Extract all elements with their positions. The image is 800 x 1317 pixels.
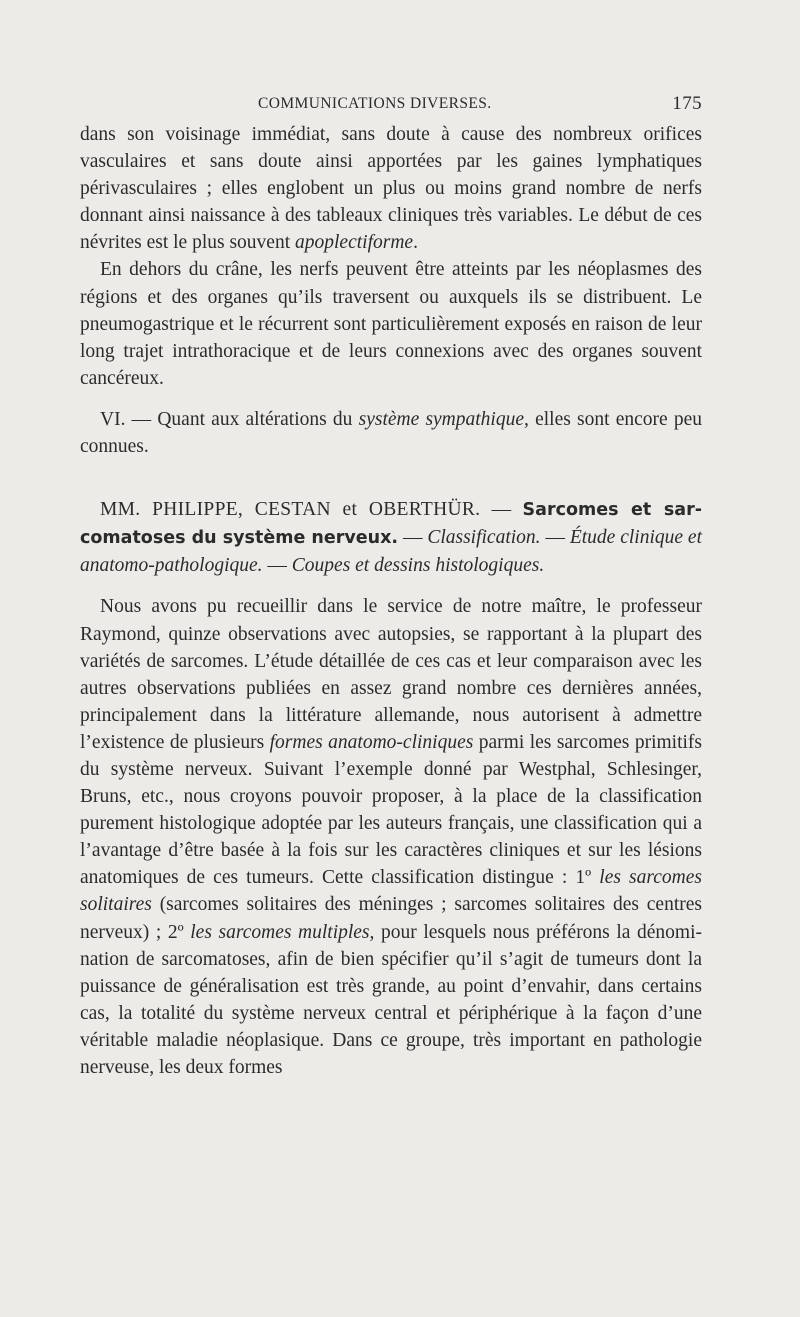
paragraph: [80, 593, 702, 1081]
paragraph-continued: [80, 121, 702, 256]
authors: MM. PHILIPPE, CESTAN et OBERTHÜR.: [100, 499, 481, 521]
italic-term: les sarcomes solitaires: [80, 867, 702, 916]
punctuation: .: [413, 232, 418, 254]
paragraph-text: Nous avons pu recueillir dans le service de notre maître, le professeur Raymond, quinze observations avec autopsies, se rapportant à la plupart des variétés de sarcomes. L’étude détaillée de ces cas et leur comparaison avec les autres observations publiées en assez grand nombre ces dernières années, principalement dans la littérature allemande, nous autorisent à admettre l’existence de plusieurs: [80, 596, 702, 753]
communication-title: Sarcomes et sarcomatoses du système nerveux.: [80, 500, 702, 549]
paragraph-text: VI. — Quant aux altérations du: [100, 408, 359, 430]
coupes-label: Coupes et dessins histologiques.: [291, 555, 545, 577]
paragraph-text: parmi les sarcomes primitifs du système nerveux. Suivant l’exemple donné par Westphal, Schlesinger, Bruns, etc., nous croyons pouvoir proposer, à la place de la classification purement histologique adoptée par les auteurs français, une classification qui a l’avantage d’être basée à la fois sur les caractères cliniques et sur les lésions anatomiques de ces tumeurs. Cette classification distingue : 1º: [80, 731, 702, 889]
running-title: COMMUNICATIONS DIVERSES.: [258, 95, 492, 112]
paragraph-text: (sarcomes solitaires des méninges ; sarcomes solitaires des centres nerveux) ; 2º: [80, 894, 702, 943]
body-text: [80, 121, 702, 1081]
paragraph-text: En dehors du crâne, les nerfs peuvent être atteints par les néoplasmes des régions et des organes qu’ils traversent ou auxquels ils se distribuent. Le pneumogastrique et le récurrent sont particulièrement exposés en raison de leur long trajet intrathoracique et de leurs connexions avec des organes souvent cancéreux.: [80, 259, 702, 389]
etude-label: Étude clinique et anatomo-pathologique.: [80, 527, 702, 577]
page-number: 175: [672, 93, 702, 114]
separator: —: [540, 527, 570, 549]
separator: —: [480, 499, 523, 521]
italic-term: formes anatomo-cliniques: [269, 731, 474, 753]
italic-term: apoplectiforme: [295, 232, 414, 254]
communication-heading: [80, 496, 702, 579]
paragraph-text: dans son voisinage immédiat, sans doute à cause des nombreux orifices vasculaires et sans doute ainsi apportées par les gaines lymphatiques périvasculaires ; elles englobent un plus ou moins grand nombre de nerfs donnant ainsi naissance à des tableaux cliniques très variables. Le début de ces névrites est le plus souvent: [80, 124, 702, 254]
italic-term: les sarcomes multiples,: [190, 921, 375, 943]
paragraph-text: elles sont encore peu connues.: [80, 408, 702, 458]
separator: —: [262, 555, 292, 577]
paragraph: [80, 406, 702, 460]
italic-term: système sympathique,: [358, 408, 529, 430]
running-header: [80, 95, 702, 121]
separator: —: [398, 527, 428, 549]
paragraph-text: pour lesquels nous préférons la dénomination de sarcomatoses, afin de bien spécifier qu’il s’agit de tumeurs dont la puissance de généralisation est très grande, au point d’envahir, dans certains cas, la totalité du système nerveux central et périphérique à la façon d’une véritable maladie néoplasique. Dans ce groupe, très important en pathologie nerveuse, les deux formes: [80, 921, 702, 1078]
classification-label: Classification.: [427, 527, 541, 549]
paragraph: [80, 256, 702, 391]
